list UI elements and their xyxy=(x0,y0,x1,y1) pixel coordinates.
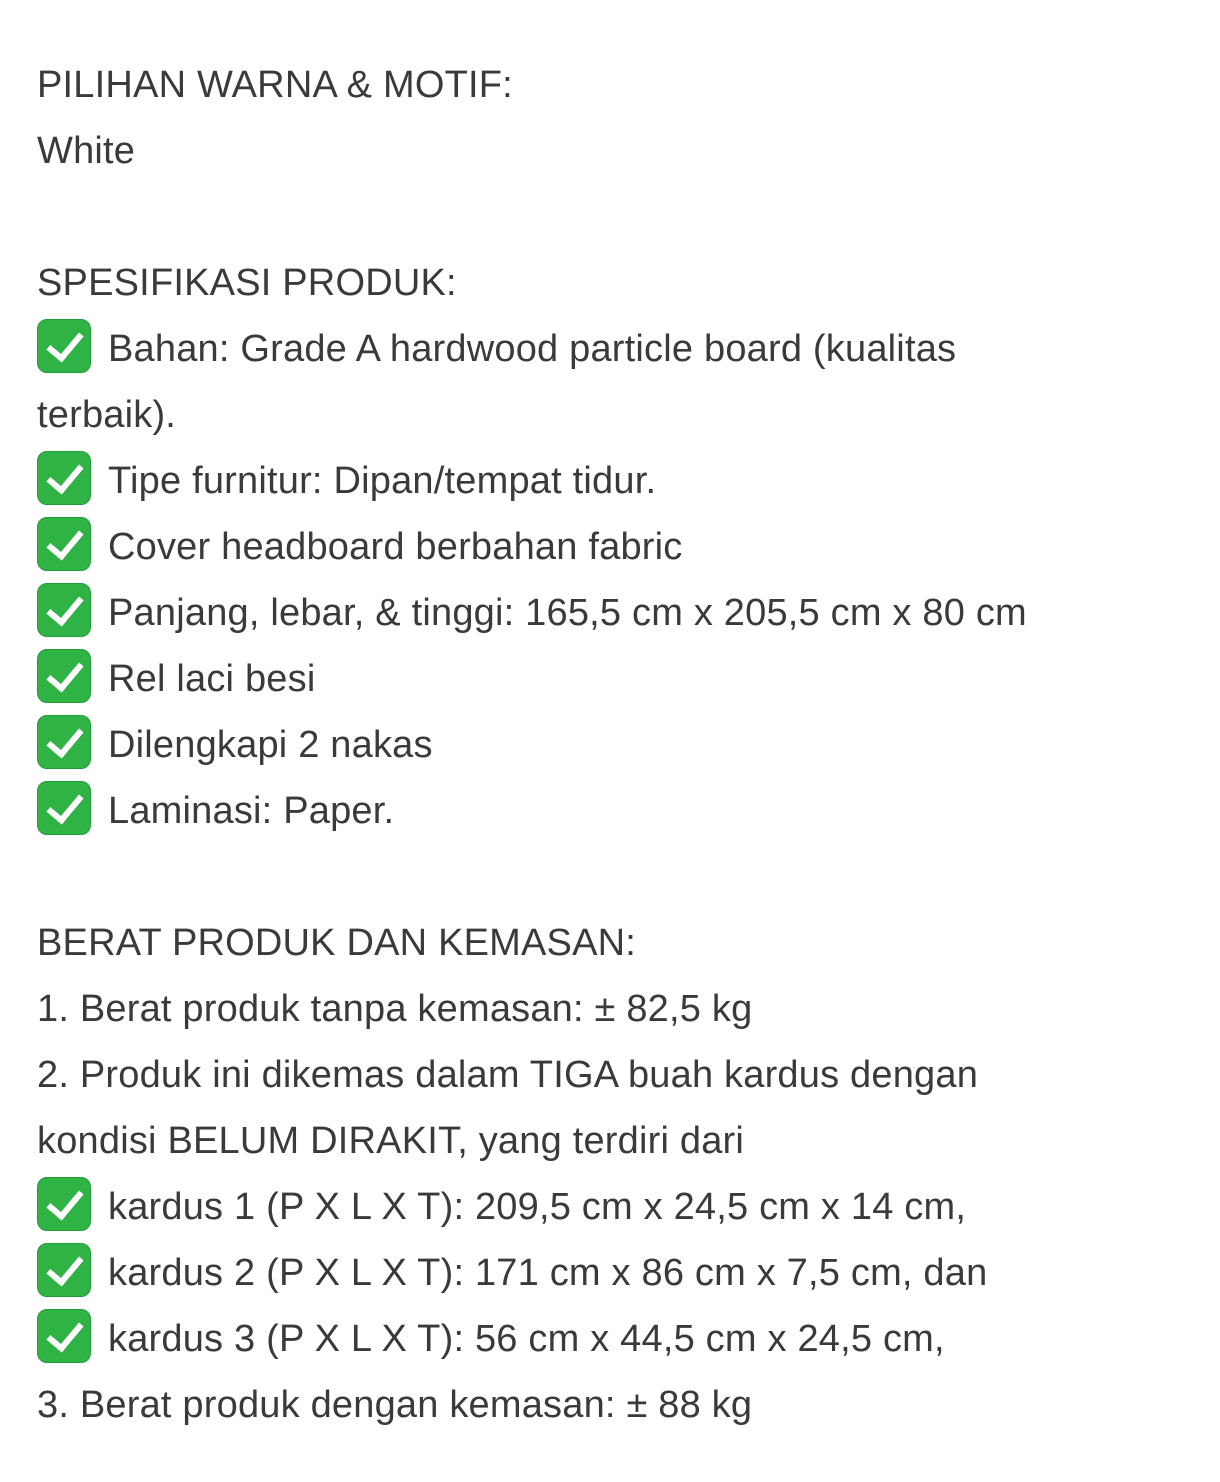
spec-item-material-continued: terbaik). xyxy=(37,394,177,436)
spec-item-text: Cover headboard berbahan fabric xyxy=(108,526,683,568)
box-item-text: kardus 2 (P X L X T): 171 cm x 86 cm x 7,5 cm, dan xyxy=(108,1252,988,1294)
box-item-3 xyxy=(37,1306,1187,1372)
weight-line: kondisi BELUM DIRAKIT, yang terdiri dari xyxy=(37,1120,745,1162)
check-mark-button-icon xyxy=(37,1177,91,1231)
blank-line xyxy=(37,184,1187,250)
spec-item-type xyxy=(37,448,1187,514)
check-mark-button-icon xyxy=(37,319,91,373)
weight-section-heading: BERAT PRODUK DAN KEMASAN: xyxy=(37,922,637,964)
spec-item-nightstands xyxy=(37,712,1187,778)
check-mark-button-icon xyxy=(37,781,91,835)
weight-final-line: 3. Berat produk dengan kemasan: ± 88 kg xyxy=(37,1384,753,1426)
box-item-1 xyxy=(37,1174,1187,1240)
spec-item-text: Rel laci besi xyxy=(108,658,316,700)
check-mark-button-icon xyxy=(37,1243,91,1297)
spec-item-text: Panjang, lebar, & tinggi: 165,5 cm x 205,5 cm x 80 cm xyxy=(108,592,1027,634)
check-mark-button-icon xyxy=(37,1309,91,1363)
spec-item-text: Tipe furnitur: Dipan/tempat tidur. xyxy=(108,460,657,502)
box-item-2 xyxy=(37,1240,1187,1306)
check-mark-button-icon xyxy=(37,649,91,703)
spec-item-lamination xyxy=(37,778,1187,844)
spec-item-cover xyxy=(37,514,1187,580)
spec-item-text: Bahan: Grade A hardwood particle board (kualitas xyxy=(108,328,957,370)
spec-item-text: Laminasi: Paper. xyxy=(108,790,395,832)
spec-section-heading: SPESIFIKASI PRODUK: xyxy=(37,262,457,304)
spec-item-material xyxy=(37,316,1187,382)
color-section-heading: PILIHAN WARNA & MOTIF: xyxy=(37,64,513,106)
box-item-text: kardus 1 (P X L X T): 209,5 cm x 24,5 cm x 14 cm, xyxy=(108,1186,967,1228)
check-mark-button-icon xyxy=(37,583,91,637)
spec-item-rail xyxy=(37,646,1187,712)
check-mark-button-icon xyxy=(37,517,91,571)
blank-line xyxy=(37,844,1187,910)
weight-line: 1. Berat produk tanpa kemasan: ± 82,5 kg xyxy=(37,988,753,1030)
product-description xyxy=(37,52,1187,1438)
weight-line: 2. Produk ini dikemas dalam TIGA buah kardus dengan xyxy=(37,1054,979,1096)
color-value: White xyxy=(37,130,136,172)
check-mark-button-icon xyxy=(37,715,91,769)
box-item-text: kardus 3 (P X L X T): 56 cm x 44,5 cm x 24,5 cm, xyxy=(108,1318,945,1360)
spec-item-text: Dilengkapi 2 nakas xyxy=(108,724,433,766)
check-mark-button-icon xyxy=(37,451,91,505)
spec-item-dimensions xyxy=(37,580,1187,646)
